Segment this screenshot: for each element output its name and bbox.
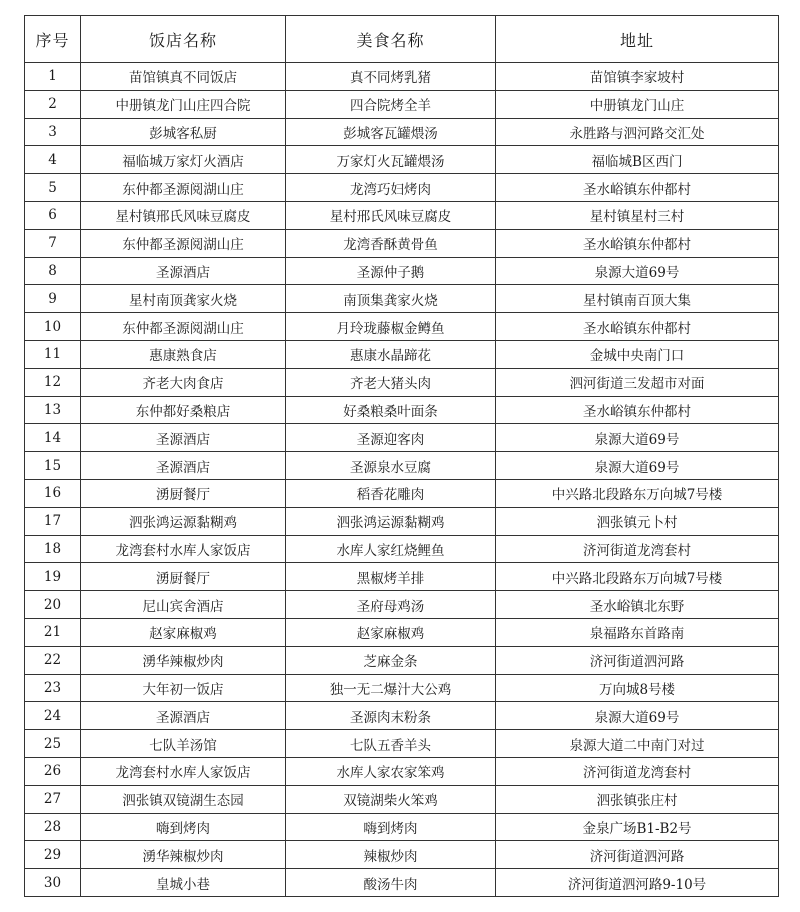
header-dish-name: 美食名称 <box>286 16 496 63</box>
cell-serial-number: 11 <box>25 340 81 368</box>
cell-dish-name: 黑椒烤羊排 <box>286 563 496 591</box>
cell-address: 中兴路北段路东万向城7号楼 <box>496 479 779 507</box>
table-row <box>25 201 779 229</box>
cell-serial-number: 24 <box>25 702 81 730</box>
table-row <box>25 285 779 313</box>
table-row <box>25 368 779 396</box>
table-row <box>25 146 779 174</box>
table-row <box>25 257 779 285</box>
cell-serial-number: 3 <box>25 118 81 146</box>
cell-serial-number: 2 <box>25 90 81 118</box>
cell-address: 泉源大道69号 <box>496 452 779 480</box>
cell-serial-number: 15 <box>25 452 81 480</box>
cell-restaurant-name: 中册镇龙门山庄四合院 <box>81 90 286 118</box>
cell-dish-name: 七队五香羊头 <box>286 730 496 758</box>
table-row <box>25 869 779 897</box>
cell-address: 泗张镇元卜村 <box>496 507 779 535</box>
cell-serial-number: 25 <box>25 730 81 758</box>
cell-dish-name: 水库人家红烧鲤鱼 <box>286 535 496 563</box>
cell-address: 星村镇南百顶大集 <box>496 285 779 313</box>
cell-address: 万向城8号楼 <box>496 674 779 702</box>
cell-serial-number: 21 <box>25 618 81 646</box>
cell-restaurant-name: 圣源酒店 <box>81 702 286 730</box>
cell-address: 福临城B区西门 <box>496 146 779 174</box>
cell-dish-name: 彭城客瓦罐煨汤 <box>286 118 496 146</box>
cell-dish-name: 真不同烤乳猪 <box>286 63 496 91</box>
cell-serial-number: 1 <box>25 63 81 91</box>
cell-restaurant-name: 湧华辣椒炒肉 <box>81 841 286 869</box>
cell-restaurant-name: 东仲都圣源阅湖山庄 <box>81 174 286 202</box>
cell-dish-name: 万家灯火瓦罐煨汤 <box>286 146 496 174</box>
cell-serial-number: 18 <box>25 535 81 563</box>
cell-address: 圣水峪镇东仲都村 <box>496 174 779 202</box>
cell-restaurant-name: 圣源酒店 <box>81 452 286 480</box>
cell-dish-name: 泗张鸿运源黏糊鸡 <box>286 507 496 535</box>
cell-address: 泉源大道二中南门对过 <box>496 730 779 758</box>
header-restaurant-name: 饭店名称 <box>81 16 286 63</box>
cell-restaurant-name: 彭城客私厨 <box>81 118 286 146</box>
cell-address: 济河街道泗河路 <box>496 841 779 869</box>
cell-serial-number: 4 <box>25 146 81 174</box>
table-row <box>25 229 779 257</box>
cell-restaurant-name: 大年初一饭店 <box>81 674 286 702</box>
cell-dish-name: 赵家麻椒鸡 <box>286 618 496 646</box>
table-row <box>25 452 779 480</box>
cell-dish-name: 芝麻金条 <box>286 646 496 674</box>
cell-address: 金城中央南门口 <box>496 340 779 368</box>
cell-serial-number: 19 <box>25 563 81 591</box>
cell-dish-name: 圣源迎客肉 <box>286 424 496 452</box>
table-row <box>25 757 779 785</box>
cell-restaurant-name: 惠康熟食店 <box>81 340 286 368</box>
cell-dish-name: 南顶集龚家火烧 <box>286 285 496 313</box>
cell-restaurant-name: 湧厨餐厅 <box>81 479 286 507</box>
cell-serial-number: 20 <box>25 591 81 619</box>
table-row <box>25 340 779 368</box>
cell-serial-number: 5 <box>25 174 81 202</box>
cell-serial-number: 12 <box>25 368 81 396</box>
cell-dish-name: 水库人家农家笨鸡 <box>286 757 496 785</box>
cell-address: 圣水峪镇东仲都村 <box>496 313 779 341</box>
cell-address: 中兴路北段路东万向城7号楼 <box>496 563 779 591</box>
cell-restaurant-name: 尼山宾舍酒店 <box>81 591 286 619</box>
cell-dish-name: 嗨到烤肉 <box>286 813 496 841</box>
cell-address: 泗张镇张庄村 <box>496 785 779 813</box>
cell-address: 泉源大道69号 <box>496 424 779 452</box>
cell-restaurant-name: 嗨到烤肉 <box>81 813 286 841</box>
table-row <box>25 118 779 146</box>
table-row <box>25 424 779 452</box>
restaurant-food-table <box>24 15 779 897</box>
table-row <box>25 785 779 813</box>
cell-serial-number: 26 <box>25 757 81 785</box>
table-row <box>25 618 779 646</box>
cell-serial-number: 14 <box>25 424 81 452</box>
cell-restaurant-name: 东仲都圣源阅湖山庄 <box>81 229 286 257</box>
table-row <box>25 563 779 591</box>
cell-restaurant-name: 泗张鸿运源黏糊鸡 <box>81 507 286 535</box>
cell-dish-name: 四合院烤全羊 <box>286 90 496 118</box>
table-row <box>25 90 779 118</box>
cell-dish-name: 龙湾香酥黄骨鱼 <box>286 229 496 257</box>
table-row <box>25 174 779 202</box>
cell-restaurant-name: 泗张镇双镜湖生态园 <box>81 785 286 813</box>
cell-restaurant-name: 七队羊汤馆 <box>81 730 286 758</box>
cell-serial-number: 8 <box>25 257 81 285</box>
cell-address: 济河街道泗河路9-10号 <box>496 869 779 897</box>
table-row <box>25 63 779 91</box>
cell-dish-name: 星村邢氏风味豆腐皮 <box>286 201 496 229</box>
cell-restaurant-name: 龙湾套村水库人家饭店 <box>81 757 286 785</box>
cell-restaurant-name: 齐老大肉食店 <box>81 368 286 396</box>
cell-address: 济河街道龙湾套村 <box>496 757 779 785</box>
table-row <box>25 730 779 758</box>
cell-address: 泗河街道三发超市对面 <box>496 368 779 396</box>
cell-restaurant-name: 湧华辣椒炒肉 <box>81 646 286 674</box>
header-serial-number: 序号 <box>25 16 81 63</box>
cell-restaurant-name: 星村镇邢氏风味豆腐皮 <box>81 201 286 229</box>
cell-dish-name: 圣源肉末粉条 <box>286 702 496 730</box>
cell-serial-number: 6 <box>25 201 81 229</box>
cell-address: 济河街道泗河路 <box>496 646 779 674</box>
cell-address: 泉源大道69号 <box>496 257 779 285</box>
cell-restaurant-name: 福临城万家灯火酒店 <box>81 146 286 174</box>
cell-serial-number: 30 <box>25 869 81 897</box>
cell-restaurant-name: 圣源酒店 <box>81 424 286 452</box>
table-row <box>25 813 779 841</box>
table-row <box>25 535 779 563</box>
cell-dish-name: 稻香花雕肉 <box>286 479 496 507</box>
cell-serial-number: 16 <box>25 479 81 507</box>
cell-restaurant-name: 皇城小巷 <box>81 869 286 897</box>
table-header-row <box>25 16 779 63</box>
cell-restaurant-name: 龙湾套村水库人家饭店 <box>81 535 286 563</box>
cell-serial-number: 9 <box>25 285 81 313</box>
table-body <box>25 63 779 897</box>
cell-address: 星村镇星村三村 <box>496 201 779 229</box>
table-row <box>25 646 779 674</box>
cell-dish-name: 好桑粮桑叶面条 <box>286 396 496 424</box>
cell-dish-name: 双镜湖柴火笨鸡 <box>286 785 496 813</box>
table-row <box>25 507 779 535</box>
cell-restaurant-name: 苗馆镇真不同饭店 <box>81 63 286 91</box>
table-row <box>25 313 779 341</box>
cell-restaurant-name: 东仲都圣源阅湖山庄 <box>81 313 286 341</box>
cell-address: 圣水峪镇东仲都村 <box>496 229 779 257</box>
cell-serial-number: 13 <box>25 396 81 424</box>
cell-serial-number: 17 <box>25 507 81 535</box>
cell-address: 中册镇龙门山庄 <box>496 90 779 118</box>
cell-dish-name: 惠康水晶蹄花 <box>286 340 496 368</box>
cell-restaurant-name: 湧厨餐厅 <box>81 563 286 591</box>
header-address: 地址 <box>496 16 779 63</box>
cell-dish-name: 圣府母鸡汤 <box>286 591 496 619</box>
cell-serial-number: 28 <box>25 813 81 841</box>
cell-dish-name: 月玲珑藤椒金鳟鱼 <box>286 313 496 341</box>
table-row <box>25 841 779 869</box>
cell-address: 济河街道龙湾套村 <box>496 535 779 563</box>
cell-address: 永胜路与泗河路交汇处 <box>496 118 779 146</box>
table-row <box>25 702 779 730</box>
cell-serial-number: 23 <box>25 674 81 702</box>
cell-dish-name: 辣椒炒肉 <box>286 841 496 869</box>
cell-dish-name: 独一无二爆汁大公鸡 <box>286 674 496 702</box>
cell-restaurant-name: 星村南顶龚家火烧 <box>81 285 286 313</box>
cell-address: 金泉广场B1-B2号 <box>496 813 779 841</box>
table-row <box>25 396 779 424</box>
cell-address: 苗馆镇李家坡村 <box>496 63 779 91</box>
cell-dish-name: 龙湾巧妇烤肉 <box>286 174 496 202</box>
cell-serial-number: 10 <box>25 313 81 341</box>
cell-restaurant-name: 圣源酒店 <box>81 257 286 285</box>
cell-restaurant-name: 赵家麻椒鸡 <box>81 618 286 646</box>
cell-address: 泉源大道69号 <box>496 702 779 730</box>
cell-serial-number: 22 <box>25 646 81 674</box>
cell-dish-name: 酸汤牛肉 <box>286 869 496 897</box>
cell-serial-number: 7 <box>25 229 81 257</box>
cell-dish-name: 齐老大猪头肉 <box>286 368 496 396</box>
table-row <box>25 479 779 507</box>
cell-serial-number: 27 <box>25 785 81 813</box>
cell-restaurant-name: 东仲都好桑粮店 <box>81 396 286 424</box>
cell-address: 圣水峪镇东仲都村 <box>496 396 779 424</box>
cell-serial-number: 29 <box>25 841 81 869</box>
cell-dish-name: 圣源仲子鹅 <box>286 257 496 285</box>
cell-dish-name: 圣源泉水豆腐 <box>286 452 496 480</box>
table-row <box>25 674 779 702</box>
table-row <box>25 591 779 619</box>
cell-address: 泉福路东首路南 <box>496 618 779 646</box>
cell-address: 圣水峪镇北东野 <box>496 591 779 619</box>
